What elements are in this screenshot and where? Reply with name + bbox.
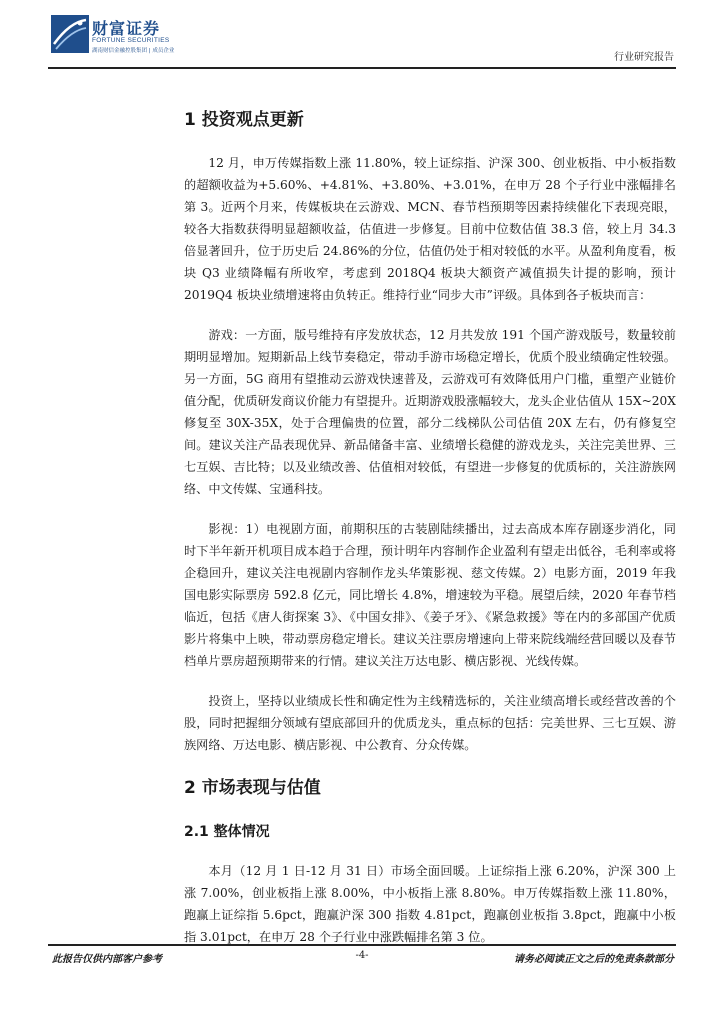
company-logo [50,14,175,64]
page-number: -4- [355,950,369,961]
section-1-paragraph-1: 12 月，申万传媒指数上涨 11.80%，较上证综指、沪深 300、创业板指、中小板指数的超额收益为+5.60%、+4.81%、+3.80%、+3.01%，在申万 28 个子行业中涨幅排名第 3。近两个月来，传媒板块在云游戏、MCN、春节档预期等因素持续催化下表现亮眼，较各大指数获得明显超额收益，估值进一步修复。目前中位数估值 38.3 倍，较上月 34.3 倍显著回升，位于历史后 24.86%的分位，估值仍处于相对较低的水平。从盈利角度看，板块 Q3 业绩降幅有所收窄，考虑到 2018Q4 板块大额资产减值损失计提的影响，预计 2019Q4 板块业绩增速将由负转正。维持行业“同步大市”评级。具体到各子板块而言： [184,156,676,302]
footer-disclaimer-left: 此报告仅供内部客户参考 [52,954,162,965]
report-type-label: 行业研究报告 [614,52,674,63]
footer-disclaimer-right: 请务必阅读正文之后的免责条款部分 [514,954,674,965]
footer-divider [48,944,676,946]
section-1-heading: 1 投资观点更新 [184,110,304,130]
section-1-paragraph-film: 影视：1）电视剧方面，前期积压的古装剧陆续播出，过去高成本库存剧逐步消化，同时下半年新开机项目成本趋于合理，预计明年内容制作企业盈利有望走出低谷，毛利率或将企稳回升，建议关注电视剧内容制作龙头华策影视、慈文传媒。2）电影方面，2019 年我国电影实际票房 592.8 亿元，同比增长 4.8%，增速较为平稳。展望后续，2020 年春节档临近，包括《唐人街探案 3》、《中国女排》、《姜子牙》、《紧急救援》等在内的多部国产优质影片将集中上映，带动票房稳定增长。建议关注票房增速向上带来院线端经营回暖以及春节档单片票房超预期带来的行情。建议关注万达电影、横店影视、光线传媒。 [184,522,676,668]
section-1-paragraph-investment: 投资上，坚持以业绩成长性和确定性为主线精选标的，关注业绩高增长或经营改善的个股，同时把握细分领域有望底部回升的优质龙头，重点标的包括：完美世界、三七互娱、游族网络、万达电影、横店影视、中公教育、分众传媒。 [184,694,676,752]
logo-tagline: 湖南财信金融控股集团 | 成员企业 [92,48,175,54]
logo-chinese-name: 财富证券 [92,19,161,38]
section-1-paragraph-games: 游戏：一方面，版号维持有序发放状态，12 月共发放 191 个国产游戏版号，数量较前期明显增加。短期新品上线节奏稳定，带动手游市场稳定增长，优质个股业绩确定性较强。另一方面，5G 商用有望推动云游戏快速普及，云游戏可有效降低用户门槛，重塑产业链价值分配，优质研发商议价能力有望提升。近期游戏股涨幅较大，龙头企业估值从 15X~20X 修复至 30X-35X，处于合理偏贵的位置，部分二线梯队公司估值 20X 左右，仍有修复空间。建议关注产品表现优异、新品储备丰富、业绩增长稳健的游戏龙头，关注完美世界、三七互娱、吉比特；以及业绩改善、估值相对较低，有望进一步修复的优质标的，关注游族网络、中文传媒、宝通科技。 [184,328,676,496]
header-divider [48,67,676,69]
section-2-heading: 2 市场表现与估值 [184,778,321,798]
section-2-1-paragraph: 本月（12 月 1 日-12 月 31 日）市场全面回暖。上证综指上涨 6.20%，沪深 300 上涨 7.00%，创业板指上涨 8.00%，中小板指上涨 8.80%。申万传媒指数上涨 11.80%，跑赢上证综指 5.6pct，跑赢沪深 300 指数 4.81pct，跑赢创业板指 3.8pct，跑赢中小板指 3.01pct，在申万 28 个子行业中涨跌幅排名第 3 位。 [184,864,676,944]
logo-english-name: FORTUNE SECURITIES [92,37,170,44]
section-2-1-heading: 2.1 整体情况 [184,824,270,840]
fortune-logo-icon [50,14,90,54]
page-header [0,0,724,72]
main-content [184,108,676,948]
